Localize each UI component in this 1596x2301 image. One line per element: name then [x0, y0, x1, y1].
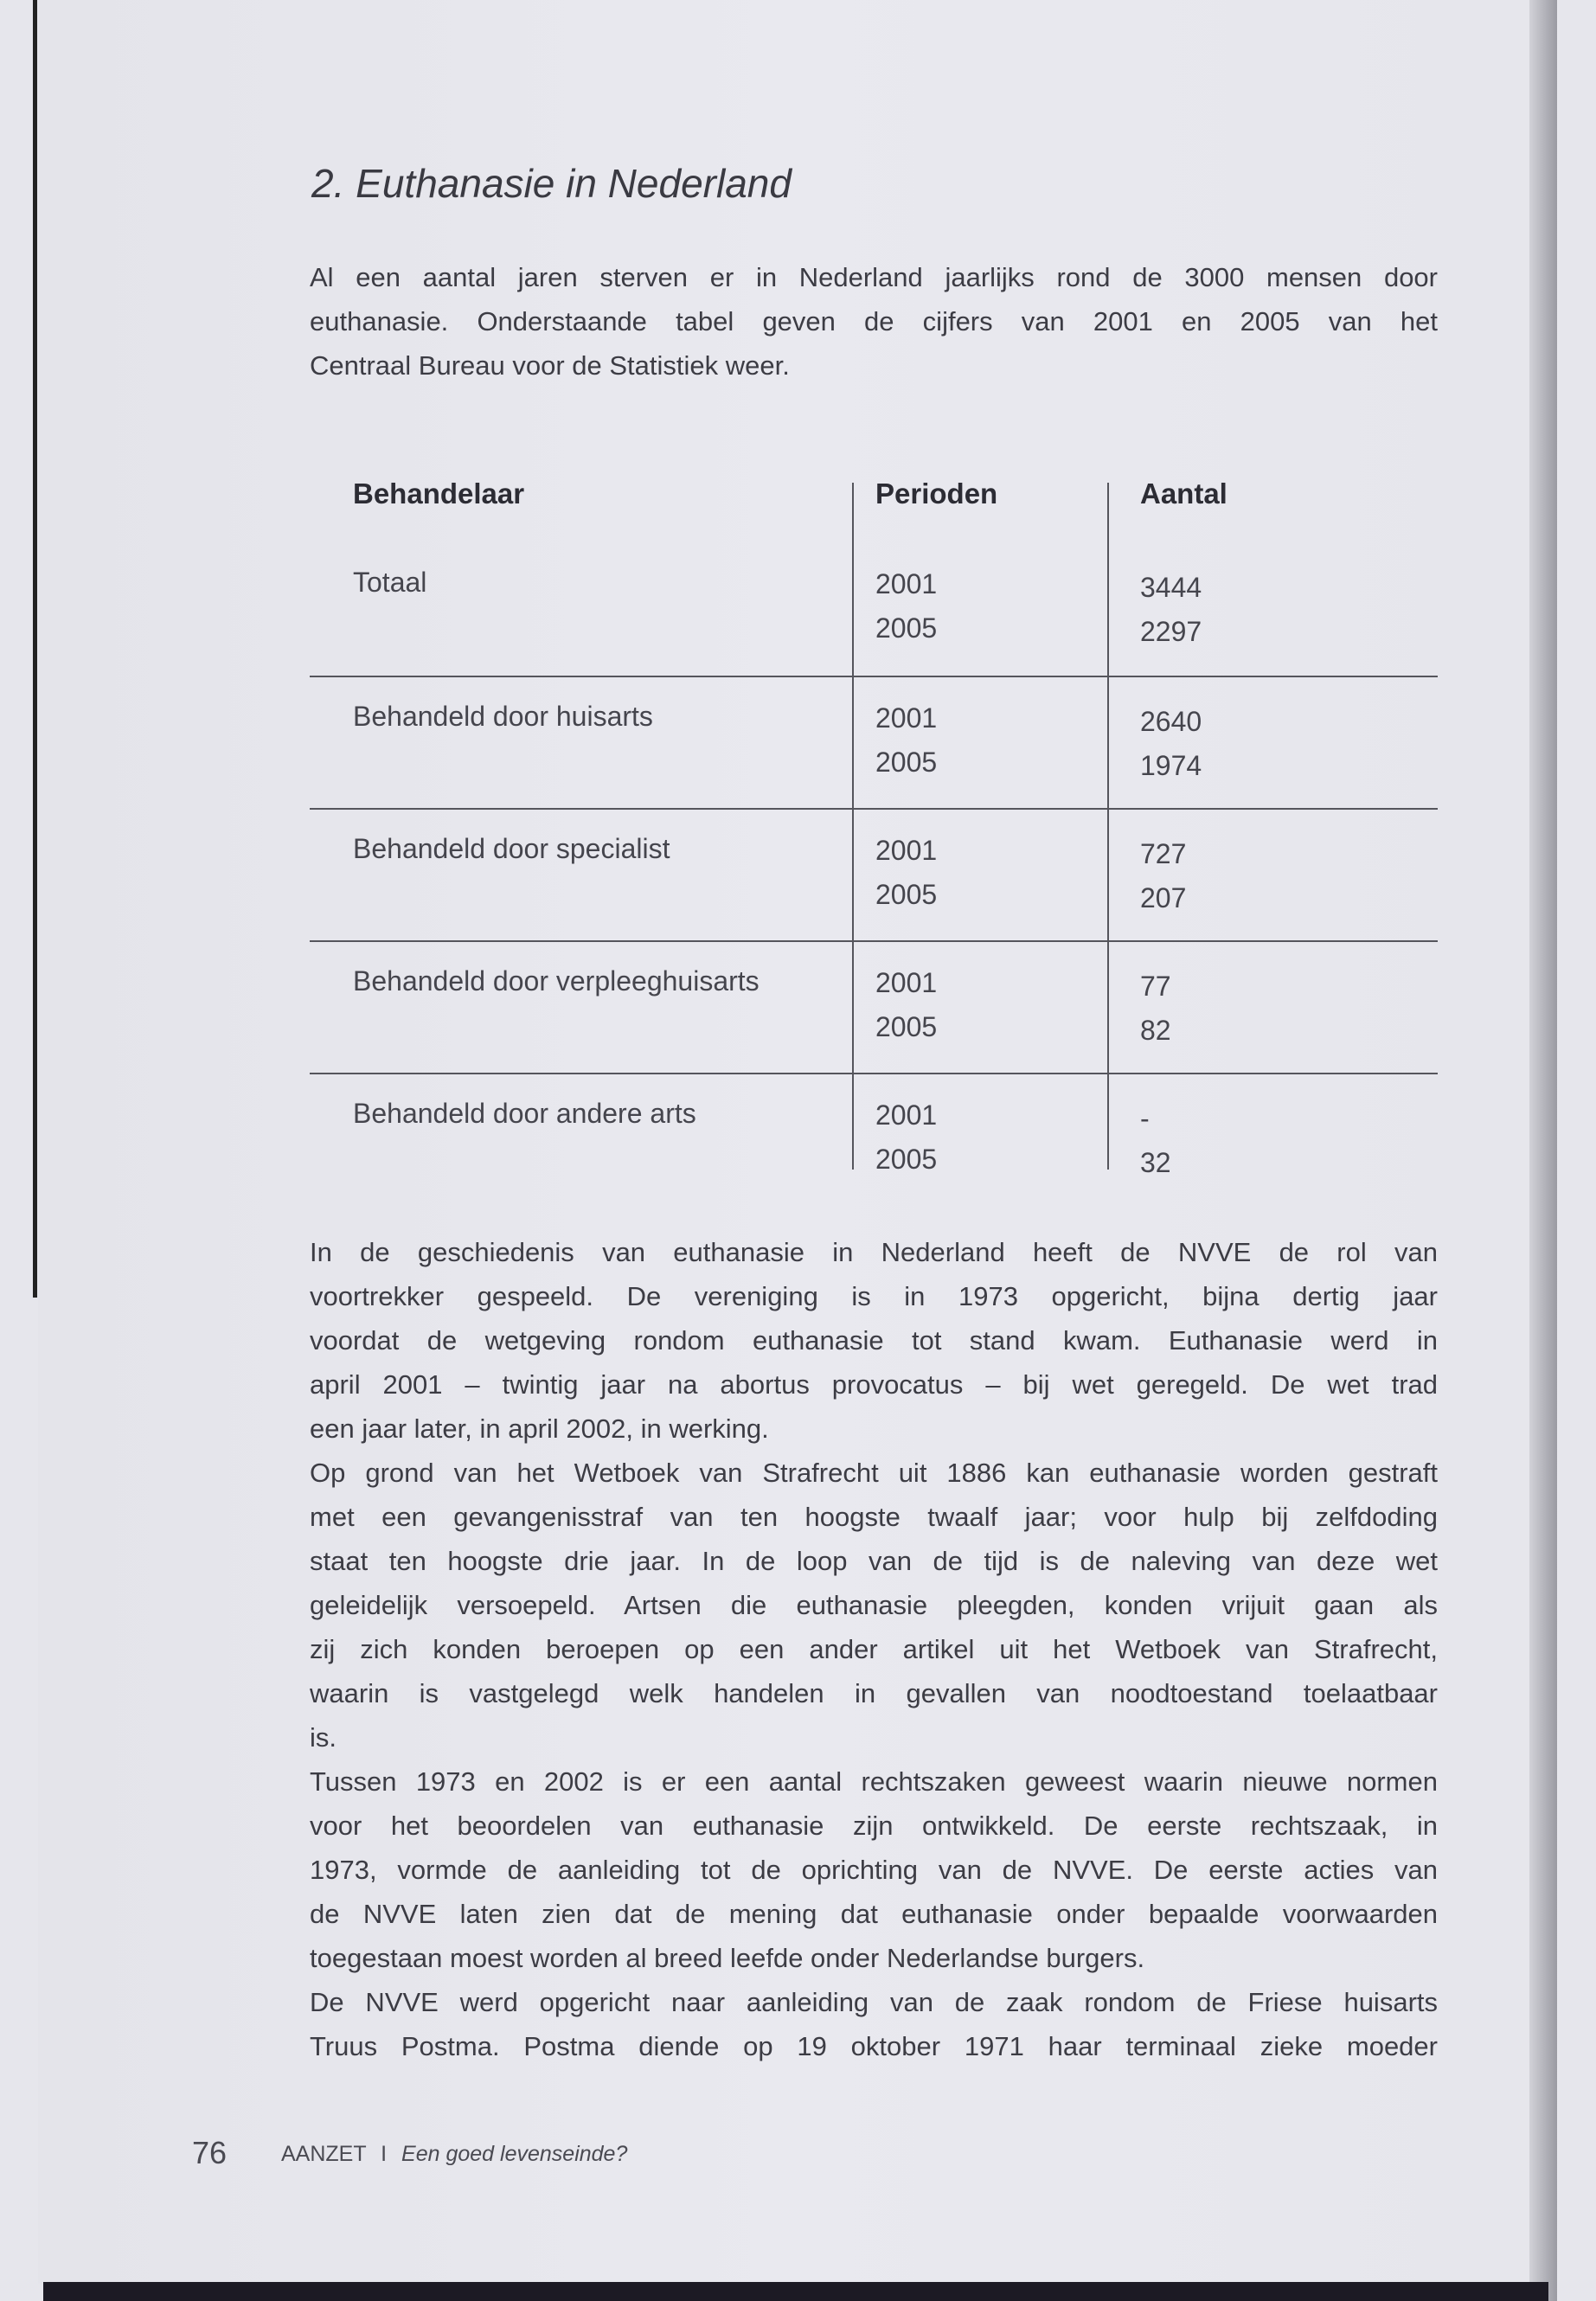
text-line: de NVVE laten zien dat de mening dat euthanasie onder bepaalde voorwaarden: [310, 1899, 1438, 1929]
count-cell: 2640: [1140, 706, 1202, 737]
table-row: [310, 808, 1438, 942]
running-footer: [281, 2142, 627, 2167]
text-line: een jaar later, in april 2002, in werking.: [310, 1413, 769, 1444]
period-cell: 2001: [875, 967, 938, 998]
row-label: Behandeld door andere arts: [353, 1098, 696, 1129]
intro-paragraph: [310, 255, 1438, 388]
text-line: Tussen 1973 en 2002 is er een aantal rechtszaken geweest waarin nieuwe normen: [310, 1766, 1438, 1797]
text-line: Centraal Bureau voor de Statistiek weer.: [310, 350, 790, 381]
body-paragraph: [310, 1451, 1438, 1759]
period-cell: 2001: [875, 702, 938, 734]
text-line: geleidelijk versoepeld. Artsen die euthanasie pleegden, konden vrijuit gaan als: [310, 1590, 1438, 1620]
table-row: [310, 543, 1438, 676]
page-number: 76: [192, 2135, 228, 2170]
row-label: Behandeld door huisarts: [353, 701, 653, 732]
count-cell: 82: [1140, 1015, 1171, 1046]
text-line: 1973, vormde de aanleiding tot de oprichting van de NVVE. De eerste acties van: [310, 1855, 1438, 1885]
text-line: voor het beoordelen van euthanasie zijn ontwikkeld. De eerste rechtszaak, in: [310, 1811, 1438, 1841]
statistics-table: [310, 458, 1438, 1176]
count-cell: -: [1140, 1103, 1150, 1134]
text-line: met een gevangenisstraf van ten hoogste twaalf jaar; voor hulp bij zelfdoding: [310, 1502, 1438, 1532]
table-row: [310, 940, 1438, 1074]
header-aantal: Aantal: [1140, 478, 1227, 510]
row-label: Totaal: [353, 567, 427, 598]
period-cell: 2005: [875, 879, 938, 910]
text-line: voortrekker gespeeld. De vereniging is in 1973 opgericht, bijna dertig jaar: [310, 1281, 1438, 1311]
count-cell: 32: [1140, 1147, 1171, 1178]
row-label: Behandeld door verpleeghuisarts: [353, 965, 760, 997]
count-cell: 3444: [1140, 572, 1202, 603]
period-cell: 2001: [875, 1099, 938, 1131]
text-line: zij zich konden beroepen op een ander artikel uit het Wetboek van Strafrecht,: [310, 1634, 1438, 1664]
page-bottom-edge: [43, 2282, 1548, 2301]
text-line: Op grond van het Wetboek van Strafrecht uit 1886 kan euthanasie worden gestraft: [310, 1458, 1438, 1488]
book-title: Een goed levenseinde?: [401, 2142, 628, 2166]
count-cell: 207: [1140, 882, 1187, 913]
text-line: De NVVE werd opgericht naar aanleiding van de zaak rondom de Friese huisarts: [310, 1987, 1438, 2017]
series-name: AANZET: [281, 2142, 367, 2166]
page-left-edge: [33, 0, 37, 1298]
table-row: [310, 676, 1438, 810]
text-line: Al een aantal jaren sterven er in Nederland jaarlijks rond de 3000 mensen door: [310, 262, 1438, 292]
page-right-edge: [1529, 0, 1557, 2301]
text-line: staat ten hoogste drie jaar. In de loop van de tijd is de naleving van deze wet: [310, 1546, 1438, 1576]
text-line: voordat de wetgeving rondom euthanasie tot stand kwam. Euthanasie werd in: [310, 1325, 1438, 1356]
text-line: april 2001 – twintig jaar na abortus provocatus – bij wet geregeld. De wet trad: [310, 1369, 1438, 1400]
text-line: waarin is vastgelegd welk handelen in gevallen van noodtoestand toelaatbaar: [310, 1678, 1438, 1708]
count-cell: 2297: [1140, 616, 1202, 647]
text-line: toegestaan moest worden al breed leefde onder Nederlandse burgers.: [310, 1943, 1145, 1973]
count-cell: 1974: [1140, 750, 1202, 781]
header-behandelaar: Behandelaar: [353, 478, 525, 510]
text-line: euthanasie. Onderstaande tabel geven de cijfers van 2001 en 2005 van het: [310, 306, 1438, 336]
table-row: [310, 1073, 1438, 1207]
text-line: is.: [310, 1722, 337, 1753]
period-cell: 2001: [875, 835, 938, 866]
body-paragraph: [310, 1980, 1438, 2068]
count-cell: 727: [1140, 838, 1187, 869]
count-cell: 77: [1140, 971, 1171, 1002]
footer-separator: I: [381, 2142, 388, 2166]
period-cell: 2005: [875, 1011, 938, 1042]
text-line: Truus Postma. Postma diende op 19 oktober 1971 haar terminaal zieke moeder: [310, 2031, 1438, 2061]
period-cell: 2005: [875, 612, 938, 644]
body-paragraph: [310, 1230, 1438, 1451]
period-cell: 2005: [875, 1144, 938, 1175]
text-line: In de geschiedenis van euthanasie in Nederland heeft de NVVE de rol van: [310, 1237, 1438, 1267]
period-cell: 2005: [875, 747, 938, 778]
section-heading: 2. Euthanasie in Nederland: [311, 161, 792, 206]
row-label: Behandeld door specialist: [353, 833, 670, 864]
body-paragraph: [310, 1759, 1438, 1980]
period-cell: 2001: [875, 568, 938, 599]
header-perioden: Perioden: [875, 478, 998, 510]
